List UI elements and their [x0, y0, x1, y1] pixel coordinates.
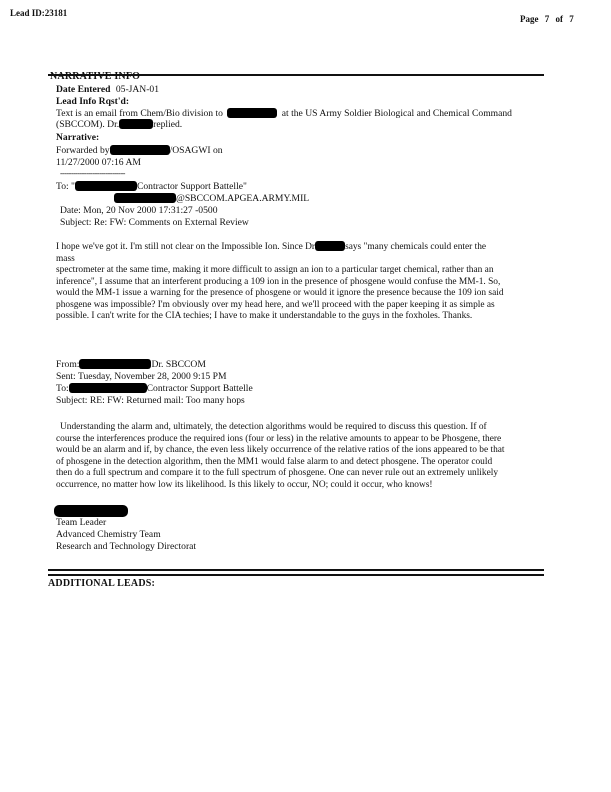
redaction-block [75, 181, 137, 191]
email1-body-line: phosgene was impossible? I'm obviously over my head here, and we'll proceed with the paper keeping it as simple as [56, 299, 495, 310]
email2-subject: Subject: RE: FW: Returned mail: Too many hops [56, 395, 245, 406]
redaction-block [79, 359, 151, 369]
page-number [520, 14, 578, 24]
redaction-block [114, 193, 176, 203]
redaction-block [110, 145, 170, 155]
date-entered-value: 05-JAN-01 [115, 84, 160, 95]
email2-body-line: Understanding the alarm and, ultimately, the detection algorithms would be required to discuss this question. If of [60, 422, 487, 432]
lead-info-text-2b: replied. [153, 119, 183, 130]
email1-subject: Subject: Re: FW: Comments on External Review [60, 217, 249, 228]
email1-body-line: I hope we've got it. I'm still not clear on the Impossible Ion. Since Dr says "many chemicals could enter the [56, 242, 487, 252]
email2-body-line: would be an alarm and if, by chance, the even less likely occurrence of the relative ratios of the ions appeared to be that [56, 445, 505, 455]
email1-body [56, 241, 504, 323]
lead-info-text-1b: at the US Army Soldier Biological and Chemical Command [281, 108, 512, 119]
email2-body [56, 422, 505, 491]
email2-body-line: course the interferences produce the required ions (four or less) in the relative amounts to appear to be Phosgene, there [56, 433, 502, 444]
date-entered-label: Date Entered [56, 84, 111, 95]
page-current: 7 [544, 14, 550, 24]
email2-body-line: then do a full spectrum and compare it to the full spectrum of phosgene. One can never rule out an extremely unlikely [56, 468, 499, 478]
email1-to-addr-line [114, 193, 309, 204]
email1-body-line: spectrometer at the same time, making it more difficult to assign an ion to a particular target chemical, rather than an [56, 265, 494, 275]
email2-to-line [56, 383, 253, 394]
email2-from-label: From: [56, 359, 80, 370]
forwarded-text-a: Forwarded by [56, 145, 110, 156]
email2-to-value: Contractor Support Battelle [146, 383, 253, 394]
section-rule-double-1 [48, 569, 544, 571]
email1-body-line: inference", I assume that an interferent producing a 109 ion in the presence of phosgene would confuse the MM-1. So, [56, 276, 501, 287]
email2-body-line: occurrence, no matter how low its likelihood. Is this likely to occur, NO; could it occur, who knows! [56, 479, 433, 490]
email2-from-value: Dr. SBCCOM [151, 359, 206, 370]
signature-team: Advanced Chemistry Team [56, 529, 161, 540]
lead-info-label: Lead Info Rqst'd: [56, 96, 130, 107]
redaction-block [227, 108, 277, 118]
email1-body-line: mass [56, 253, 75, 264]
email1-body-line: possible. I can't write for the CIA techies; I have to make it understandable to the guys in the foxholes. Thanks. [56, 311, 473, 321]
page-of: of [555, 14, 563, 24]
lead-info-line-1 [56, 108, 512, 119]
email2-sent: Sent: Tuesday, November 28, 2000 9:15 PM [56, 371, 227, 382]
page-total: 7 [569, 14, 574, 24]
email2-to-label: To: [56, 383, 69, 394]
narrative-section-title: NARRATIVE INFO [50, 71, 141, 82]
forwarded-text-b: /OSAGWI on [169, 145, 223, 156]
page-label: Page [520, 14, 539, 24]
email1-to-addr: @SBCCOM.APGEA.ARMY.MIL [176, 193, 310, 204]
lead-info-text-1a: Text is an email from Chem/Bio division to [56, 108, 223, 119]
email1-to-label: To: " [56, 181, 75, 192]
redaction-block [119, 119, 153, 129]
narrative-label: Narrative: [56, 132, 100, 143]
email1-to-line [56, 181, 247, 192]
signature-directorate: Research and Technology Directorat [56, 541, 197, 552]
section-rule-double-2 [48, 574, 544, 576]
email2-body-line: of phosgene in the detection algorithm, then the MM1 would false alarm to and detect phosgene. The operator could [56, 456, 493, 467]
lead-info-line-2 [56, 119, 182, 130]
forwarded-date: 11/27/2000 07:16 AM [56, 157, 141, 168]
lead-info-text-2a: (SBCCOM). Dr. [56, 119, 120, 130]
lead-id: Lead ID:23181 [10, 8, 68, 18]
email2-from-line [56, 359, 206, 370]
date-entered-row [56, 84, 159, 95]
redaction-block [54, 505, 128, 517]
signature-title: Team Leader [56, 517, 107, 528]
redaction-block [69, 383, 147, 393]
additional-leads-title: ADDITIONAL LEADS: [48, 578, 156, 589]
forwarded-line [56, 145, 223, 156]
redaction-block [315, 241, 345, 251]
email1-to-org: Contractor Support Battelle" [136, 181, 247, 192]
email1-body-line: would the MM-1 issue a warning for the presence of phosgene or would it ignore the presence because the 109 ion said [56, 288, 504, 298]
separator-dashes: ------------------------------ [60, 169, 125, 178]
email1-date: Date: Mon, 20 Nov 2000 17:31:27 -0500 [60, 205, 218, 216]
